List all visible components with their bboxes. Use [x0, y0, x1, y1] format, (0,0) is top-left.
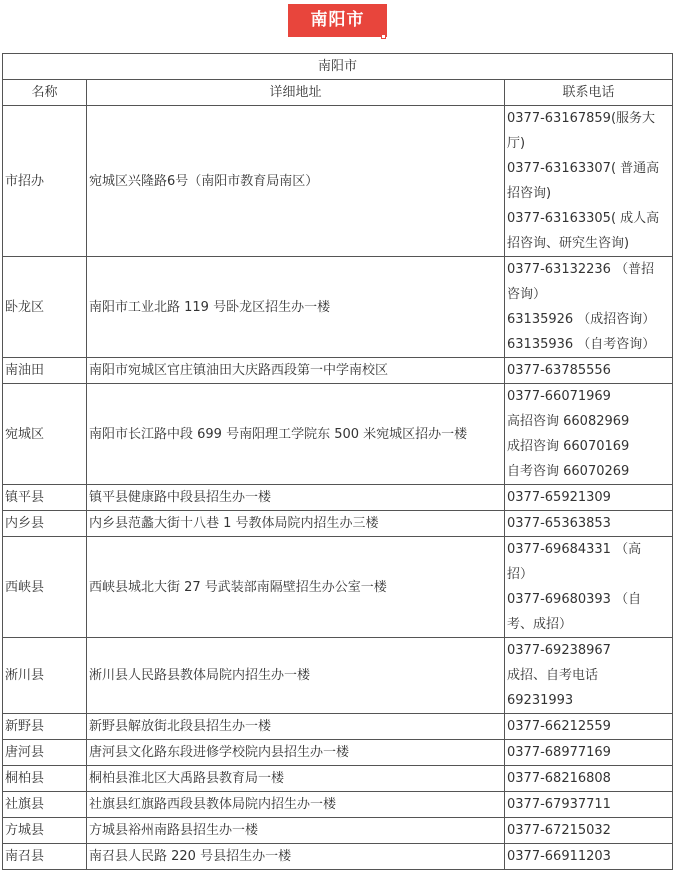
office-address: 桐柏县淮北区大禹路县教育局一楼	[87, 766, 505, 792]
office-phone	[505, 844, 673, 870]
table-header-row	[3, 80, 673, 106]
phone-line: 0377-69684331 （高	[507, 542, 642, 557]
office-name: 市招办	[3, 106, 87, 257]
table-row	[3, 792, 673, 818]
table-row	[3, 537, 673, 638]
table-row	[3, 257, 673, 358]
phone-line: 0377-69238967	[507, 643, 611, 658]
office-address: 南阳市工业北路 119 号卧龙区招生办一楼	[87, 257, 505, 358]
phone-line: 厅)	[507, 136, 526, 151]
phone-line: 0377-63163307( 普通高	[507, 161, 660, 176]
phone-line: 69231993	[507, 693, 574, 708]
office-address: 社旗县红旗路西段县教体局院内招生办一楼	[87, 792, 505, 818]
office-address: 内乡县范蠡大街十八巷 1 号教体局院内招生办三楼	[87, 511, 505, 537]
office-phone	[505, 358, 673, 384]
phone-line: 招咨询)	[507, 186, 552, 201]
office-name: 唐河县	[3, 740, 87, 766]
office-address: 方城县裕州南路县招生办一楼	[87, 818, 505, 844]
office-address: 南召县人民路 220 号县招生办一楼	[87, 844, 505, 870]
office-address: 唐河县文化路东段进修学校院内县招生办一楼	[87, 740, 505, 766]
office-name: 桐柏县	[3, 766, 87, 792]
phone-line: 考、成招）	[507, 617, 573, 632]
table-caption-row	[3, 54, 673, 80]
phone-line: 63135936 （自考咨询）	[507, 337, 656, 352]
phone-line: 0377-66212559	[507, 719, 611, 734]
table-row	[3, 485, 673, 511]
office-name: 淅川县	[3, 638, 87, 714]
office-name: 西峡县	[3, 537, 87, 638]
phone-line: 自考咨询 66070269	[507, 464, 630, 479]
office-name: 新野县	[3, 714, 87, 740]
column-header-name: 名称	[3, 80, 87, 106]
phone-line: 63135926 （成招咨询）	[507, 312, 656, 327]
phone-line: 咨询）	[507, 287, 547, 302]
phone-line: 成招、自考电话	[507, 668, 599, 683]
table-caption: 南阳市	[3, 54, 673, 80]
office-phone	[505, 537, 673, 638]
phone-line: 0377-66911203	[507, 849, 611, 864]
office-address: 南阳市长江路中段 699 号南阳理工学院东 500 米宛城区招办一楼	[87, 384, 505, 485]
banner-decoration-inner	[382, 35, 385, 38]
office-phone	[505, 384, 673, 485]
office-phone	[505, 257, 673, 358]
office-name: 内乡县	[3, 511, 87, 537]
office-phone	[505, 511, 673, 537]
office-address: 南阳市宛城区官庄镇油田大庆路西段第一中学南校区	[87, 358, 505, 384]
office-phone	[505, 818, 673, 844]
table-row	[3, 740, 673, 766]
phone-line: 招咨询、研究生咨询)	[507, 236, 630, 251]
section-header	[0, 0, 675, 50]
office-address: 宛城区兴隆路6号（南阳市教育局南区）	[87, 106, 505, 257]
phone-line: 成招咨询 66070169	[507, 439, 630, 454]
office-address: 淅川县人民路县教体局院内招生办一楼	[87, 638, 505, 714]
table-row	[3, 638, 673, 714]
phone-line: 0377-68977169	[507, 745, 611, 760]
office-name: 宛城区	[3, 384, 87, 485]
table-row	[3, 106, 673, 257]
phone-line: 0377-67215032	[507, 823, 611, 838]
office-name: 方城县	[3, 818, 87, 844]
phone-line: 0377-65363853	[507, 516, 611, 531]
office-name: 社旗县	[3, 792, 87, 818]
office-phone	[505, 485, 673, 511]
phone-line: 0377-68216808	[507, 771, 611, 786]
office-name: 南召县	[3, 844, 87, 870]
column-header-phone: 联系电话	[505, 80, 673, 106]
phone-line: 0377-66071969	[507, 389, 611, 404]
contact-table-body	[3, 54, 673, 870]
office-phone	[505, 638, 673, 714]
phone-line: 0377-63163305( 成人高	[507, 211, 660, 226]
office-phone	[505, 792, 673, 818]
phone-line: 0377-63167859(服务大	[507, 111, 656, 126]
office-phone	[505, 714, 673, 740]
phone-line: 0377-69680393 （自	[507, 592, 642, 607]
phone-line: 招）	[507, 567, 534, 582]
table-row	[3, 766, 673, 792]
office-address: 西峡县城北大街 27 号武装部南隔壁招生办公室一楼	[87, 537, 505, 638]
table-row	[3, 844, 673, 870]
office-name: 卧龙区	[3, 257, 87, 358]
office-address: 新野县解放街北段县招生办一楼	[87, 714, 505, 740]
office-address: 镇平县健康路中段县招生办一楼	[87, 485, 505, 511]
contact-table	[2, 53, 673, 870]
phone-line: 高招咨询 66082969	[507, 414, 630, 429]
office-name: 镇平县	[3, 485, 87, 511]
phone-line: 0377-63132236 （普招	[507, 262, 655, 277]
city-title-banner: 南阳市	[288, 4, 387, 37]
table-row	[3, 384, 673, 485]
column-header-address: 详细地址	[87, 80, 505, 106]
phone-line: 0377-63785556	[507, 363, 611, 378]
table-row	[3, 511, 673, 537]
office-name: 南油田	[3, 358, 87, 384]
phone-line: 0377-65921309	[507, 490, 611, 505]
phone-line: 0377-67937711	[507, 797, 611, 812]
office-phone	[505, 106, 673, 257]
office-phone	[505, 740, 673, 766]
table-row	[3, 358, 673, 384]
table-row	[3, 714, 673, 740]
table-row	[3, 818, 673, 844]
office-phone	[505, 766, 673, 792]
